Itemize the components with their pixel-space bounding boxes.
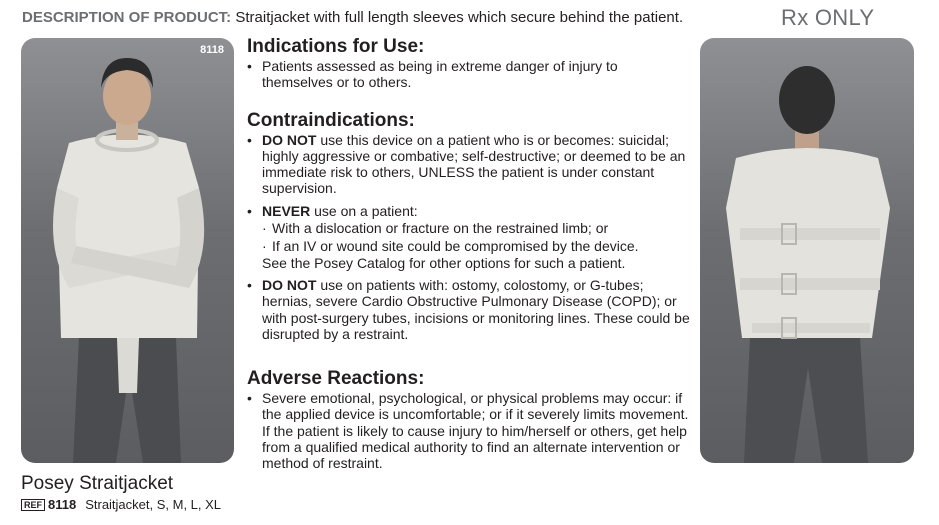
ref-line: [21, 497, 221, 512]
description-label: DESCRIPTION OF PRODUCT:: [22, 9, 232, 26]
product-description: [22, 9, 712, 26]
back-figure-illustration: [700, 38, 914, 463]
ref-number: 8118: [48, 497, 77, 512]
ref-symbol: REF: [21, 499, 45, 511]
contraindications-title: Contraindications:: [247, 109, 415, 131]
contraindication-sub-2: · If an IV or wound site could be compromised by the device.: [262, 238, 639, 255]
photo-ref-tag: 8118: [200, 44, 224, 56]
contraindication-bullet-1: • DO NOT use this device on a patient who is or becomes: suicidal; highly aggressive or combative; self-destructive; or deemed to be an immediate risk to others, UNLESS the patient is under constant supervision.: [247, 131, 686, 197]
indications-title: Indications for Use:: [247, 36, 425, 57]
indications-bullet: • Patients assessed as being in extreme danger of injury to themselves or to others.: [247, 58, 618, 91]
contraindication-bullet-3: • DO NOT use on patients with: ostomy, colostomy, or G-tubes; hernias, severe Cardio Obstructive Pulmonary Disease (COPD); or with post-surgery tubes, incisions or monitoring lines. These could be disrupted by a restraint.: [247, 276, 690, 342]
front-figure-illustration: [21, 38, 234, 463]
front-view-photo: [21, 38, 234, 463]
adverse-reactions-title: Adverse Reactions:: [247, 368, 425, 390]
product-title: Posey Straitjacket: [21, 473, 174, 494]
content-column: [247, 36, 692, 472]
description-text: Straitjacket with full length sleeves which secure behind the patient.: [235, 9, 684, 26]
contraindication-note: See the Posey Catalog for other options for such a patient.: [262, 254, 626, 271]
rx-only-label: Rx ONLY: [781, 5, 875, 30]
contraindication-bullet-2: • NEVER use on a patient: · With a dislocation or fracture on the restrained limb; or · If an IV or wound site could be compromised by the device. See the Posey Catalog for other options for such a patient.: [247, 203, 692, 271]
back-view-photo: [700, 38, 914, 463]
contraindication-sub-1: · With a dislocation or fracture on the restrained limb; or: [262, 220, 609, 237]
adverse-reactions-bullet: • Severe emotional, psychological, or physical problems may occur: if the applied device is uncomfortable; or if it severely limits movement. If the patient is likely to cause injury to him/herself or others, get help from a qualified medical authority to find an alternate intervention or method of restraint.: [247, 390, 689, 472]
ref-description: Straitjacket, S, M, L, XL: [85, 497, 222, 512]
